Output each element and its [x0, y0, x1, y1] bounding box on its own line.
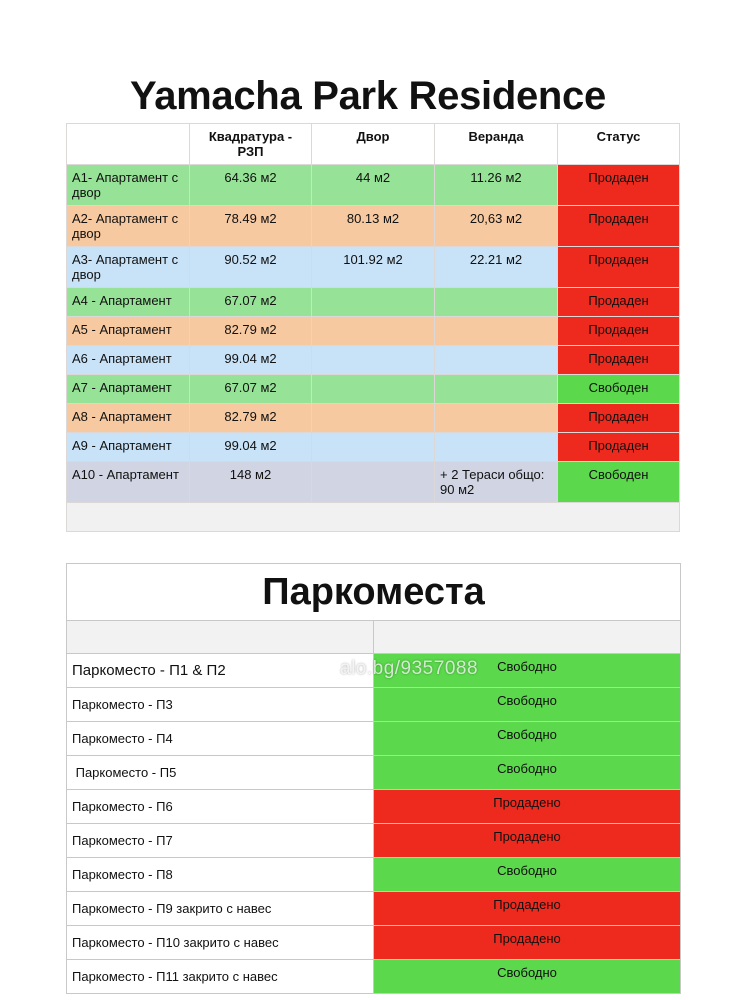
apartment-area: 64.36 м2 — [190, 165, 312, 206]
apartment-name: A8 - Апартамент — [67, 404, 190, 433]
apartment-status: Свободен — [558, 375, 680, 404]
parking-row — [67, 960, 681, 994]
parking-name: Паркоместо - П1 & П2 — [67, 654, 374, 688]
apartment-yard — [312, 317, 435, 346]
apartment-yard: 101.92 м2 — [312, 247, 435, 288]
apartment-row — [67, 165, 680, 206]
watermark-text: alo.bg/9357088 — [340, 658, 479, 679]
apartment-status: Свободен — [558, 462, 680, 503]
parking-name: Паркоместо - П11 закрито с навес — [67, 960, 374, 994]
page-title: Yamacha Park Residence — [130, 74, 606, 118]
apartment-veranda — [435, 346, 558, 375]
apartment-name: A4 - Апартамент — [67, 288, 190, 317]
parking-row — [67, 654, 681, 688]
header-yard: Двор — [312, 124, 435, 165]
apartment-row — [67, 404, 680, 433]
apartment-name: A1- Апартамент с двор — [67, 165, 190, 206]
apartment-veranda: 11.26 м2 — [435, 165, 558, 206]
apartment-area: 82.79 м2 — [190, 404, 312, 433]
parking-name: Паркоместо - П7 — [67, 824, 374, 858]
parking-name: Паркоместо - П8 — [67, 858, 374, 892]
parking-status: Свободно — [374, 858, 681, 892]
parking-row — [67, 926, 681, 960]
empty-cell — [67, 503, 680, 532]
blank-cell — [374, 621, 681, 654]
header-area: Квадратура - РЗП — [190, 124, 312, 165]
apartment-row — [67, 288, 680, 317]
apartment-veranda: 22.21 м2 — [435, 247, 558, 288]
parking-row — [67, 824, 681, 858]
apartment-area: 99.04 м2 — [190, 346, 312, 375]
apartments-header-row — [67, 124, 680, 165]
apartment-name: A3- Апартамент с двор — [67, 247, 190, 288]
parking-row — [67, 858, 681, 892]
parking-status: Продадено — [374, 790, 681, 824]
apartment-name: A2- Апартамент с двор — [67, 206, 190, 247]
apartment-yard — [312, 288, 435, 317]
apartment-status: Продаден — [558, 433, 680, 462]
apartment-veranda — [435, 404, 558, 433]
apartment-row — [67, 317, 680, 346]
apartment-area: 90.52 м2 — [190, 247, 312, 288]
parking-table — [66, 563, 681, 994]
parking-status: Продадено — [374, 824, 681, 858]
apartment-status: Продаден — [558, 247, 680, 288]
apartment-area: 82.79 м2 — [190, 317, 312, 346]
apartment-yard — [312, 462, 435, 503]
apartment-status: Продаден — [558, 206, 680, 247]
apartment-row — [67, 462, 680, 503]
apartment-veranda: 20,63 м2 — [435, 206, 558, 247]
header-name — [67, 124, 190, 165]
apartment-name: A10 - Апартамент — [67, 462, 190, 503]
apartment-row — [67, 375, 680, 404]
apartment-veranda — [435, 375, 558, 404]
apartment-name: A5 - Апартамент — [67, 317, 190, 346]
blank-cell — [67, 621, 374, 654]
apartment-yard: 44 м2 — [312, 165, 435, 206]
parking-status: Свободно — [374, 722, 681, 756]
apartment-status: Продаден — [558, 288, 680, 317]
apartment-veranda — [435, 288, 558, 317]
parking-status: Продадено — [374, 892, 681, 926]
apartment-status: Продаден — [558, 165, 680, 206]
empty-row — [67, 503, 680, 532]
parking-row — [67, 688, 681, 722]
apartment-yard: 80.13 м2 — [312, 206, 435, 247]
apartment-area: 78.49 м2 — [190, 206, 312, 247]
parking-status: Свободно — [374, 654, 681, 688]
parking-name: Паркоместо - П4 — [67, 722, 374, 756]
apartment-name: A7 - Апартамент — [67, 375, 190, 404]
apartment-status: Продаден — [558, 346, 680, 375]
apartment-yard — [312, 346, 435, 375]
apartment-yard — [312, 433, 435, 462]
apartment-veranda — [435, 317, 558, 346]
header-veranda: Веранда — [435, 124, 558, 165]
parking-name: Паркоместо - П3 — [67, 688, 374, 722]
header-status: Статус — [558, 124, 680, 165]
apartment-row — [67, 433, 680, 462]
apartment-veranda: + 2 Тераси общо: 90 м2 — [435, 462, 558, 503]
parking-row — [67, 722, 681, 756]
apartment-row — [67, 206, 680, 247]
parking-status: Свободно — [374, 960, 681, 994]
apartment-status: Продаден — [558, 404, 680, 433]
apartment-area: 67.07 м2 — [190, 288, 312, 317]
apartment-yard — [312, 404, 435, 433]
apartment-veranda — [435, 433, 558, 462]
parking-title: Паркоместа — [67, 564, 681, 621]
parking-row — [67, 756, 681, 790]
parking-status: Продадено — [374, 926, 681, 960]
parking-row — [67, 790, 681, 824]
parking-name: Паркоместо - П10 закрито с навес — [67, 926, 374, 960]
apartment-status: Продаден — [558, 317, 680, 346]
parking-status: Свободно — [374, 688, 681, 722]
parking-name: Паркоместо - П9 закрито с навес — [67, 892, 374, 926]
apartment-row — [67, 247, 680, 288]
parking-row — [67, 892, 681, 926]
apartment-area: 99.04 м2 — [190, 433, 312, 462]
parking-status: Свободно — [374, 756, 681, 790]
apartments-table — [66, 123, 680, 532]
apartment-name: A6 - Апартамент — [67, 346, 190, 375]
apartment-area: 67.07 м2 — [190, 375, 312, 404]
apartment-name: A9 - Апартамент — [67, 433, 190, 462]
apartment-yard — [312, 375, 435, 404]
parking-blank-row — [67, 621, 681, 654]
parking-name: Паркоместо - П6 — [67, 790, 374, 824]
parking-name: Паркоместо - П5 — [67, 756, 374, 790]
apartment-area: 148 м2 — [190, 462, 312, 503]
apartment-row — [67, 346, 680, 375]
